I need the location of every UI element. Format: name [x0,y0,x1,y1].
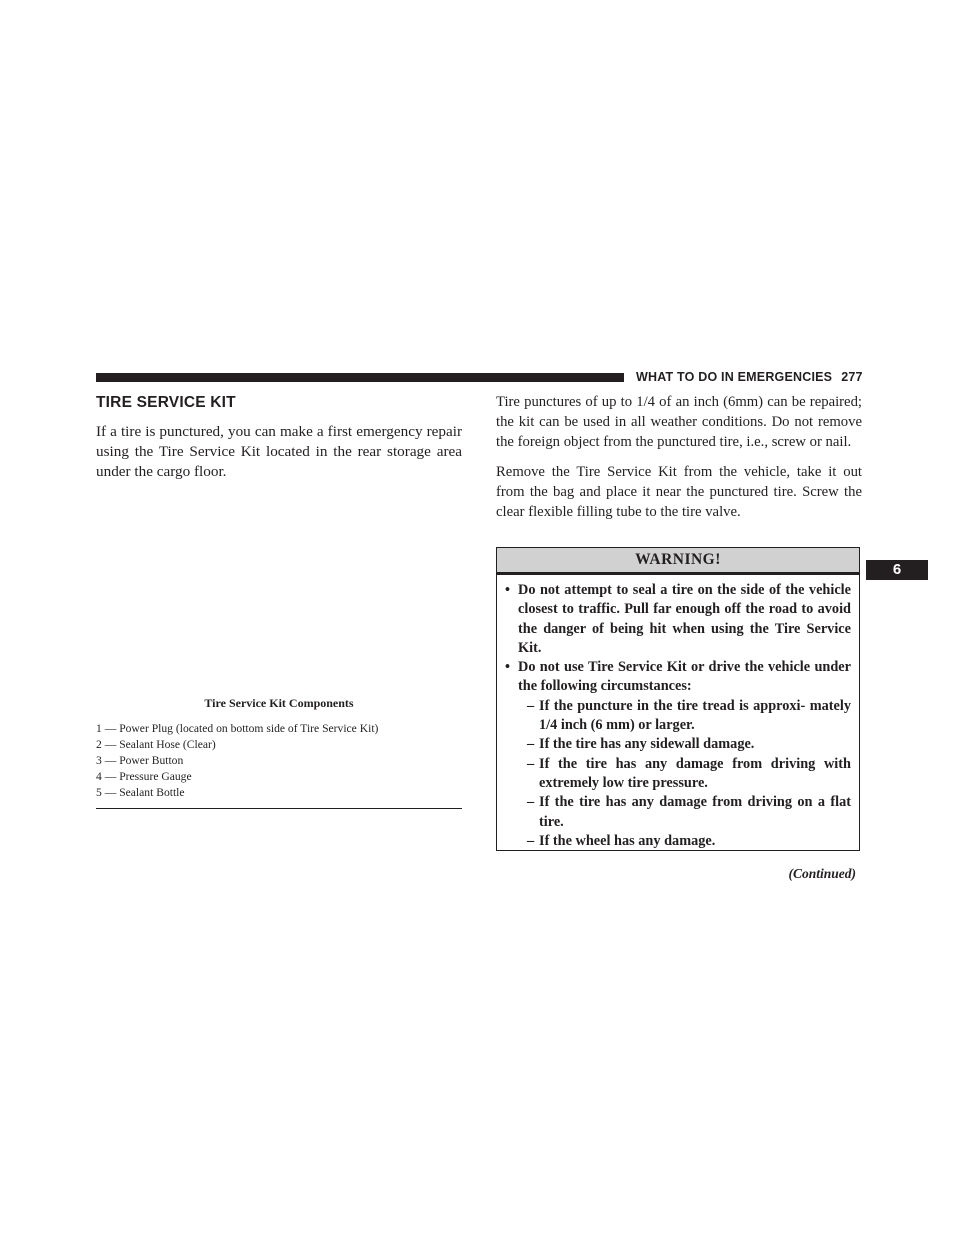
dash-mark: – [527,736,535,753]
component-item: 4 — Pressure Gauge [96,770,192,783]
warning-sub-item [505,793,851,832]
component-list [96,721,462,801]
left-column [96,392,462,482]
warning-bullet [505,581,851,658]
component-item: 2 — Sealant Hose (Clear) [96,738,216,751]
bullet-text: Do not attempt to seal a tire on the side of the vehicle closest to traffic. Pull far enough off the road to avoid the danger of being hit when using the Tire Service Kit. [518,582,851,656]
bullet-text: Do not use Tire Service Kit or drive the vehicle under the following circumstances: [518,659,851,695]
figure-caption [96,696,462,809]
component-item: 5 — Sealant Bottle [96,786,185,799]
sub-item-text: If the tire has any damage from driving on a flat tire. [539,794,851,830]
page-number: 277 [841,370,863,384]
running-header [636,370,863,384]
warning-body [497,575,859,851]
sub-item-text: If the puncture in the tire tread is approxi- mately 1/4 inch (6 mm) or larger. [539,697,851,734]
warning-sub-item [505,832,851,851]
warning-title: WARNING! [497,548,859,575]
caption-title: Tire Service Kit Components [204,696,354,710]
caption-rule [96,808,462,809]
sub-item-text: If the wheel has any damage. [539,832,716,849]
continued-note: (Continued) [788,866,856,881]
warning-sub-item [505,755,851,794]
warning-bullet [505,658,851,697]
section-title: TIRE SERVICE KIT [96,394,236,411]
header-rule [96,373,624,382]
dash-mark: – [527,794,535,811]
dash-mark: – [527,697,535,714]
intro-paragraph: If a tire is punctured, you can make a first emergency repair using the Tire Service Kit located in the rear storage area under the cargo floor. [96,423,462,480]
bullet-mark: • [505,659,511,676]
dash-mark: – [527,755,535,772]
kit-setup-paragraph: Remove the Tire Service Kit from the vehicle, take it out from the bag and place it near the punctured tire. Screw the clear flexible filling tube to the tire valve. [496,464,862,520]
warning-sub-item [505,697,851,736]
component-item: 3 — Power Button [96,754,184,767]
dash-mark: – [527,832,535,849]
puncture-paragraph: Tire punctures of up to 1/4 of an inch (6mm) can be repaired; the kit can be used in all weather conditions. Do not remove the foreign object from the punctured tire, i.e., screw or nail. [496,394,862,450]
component-item: 1 — Power Plug (located on bottom side of Tire Service Kit) [96,722,379,735]
sub-item-text: If the tire has any damage from driving with extremely low tire pressure. [539,755,851,791]
warning-box [496,547,860,851]
bullet-mark: • [505,582,511,598]
sub-item-text: If the tire has any sidewall damage. [539,736,755,753]
chapter-tab: 6 [866,560,928,580]
warning-sub-item [505,735,851,754]
section-name: WHAT TO DO IN EMERGENCIES [636,370,833,384]
right-column [496,392,862,522]
